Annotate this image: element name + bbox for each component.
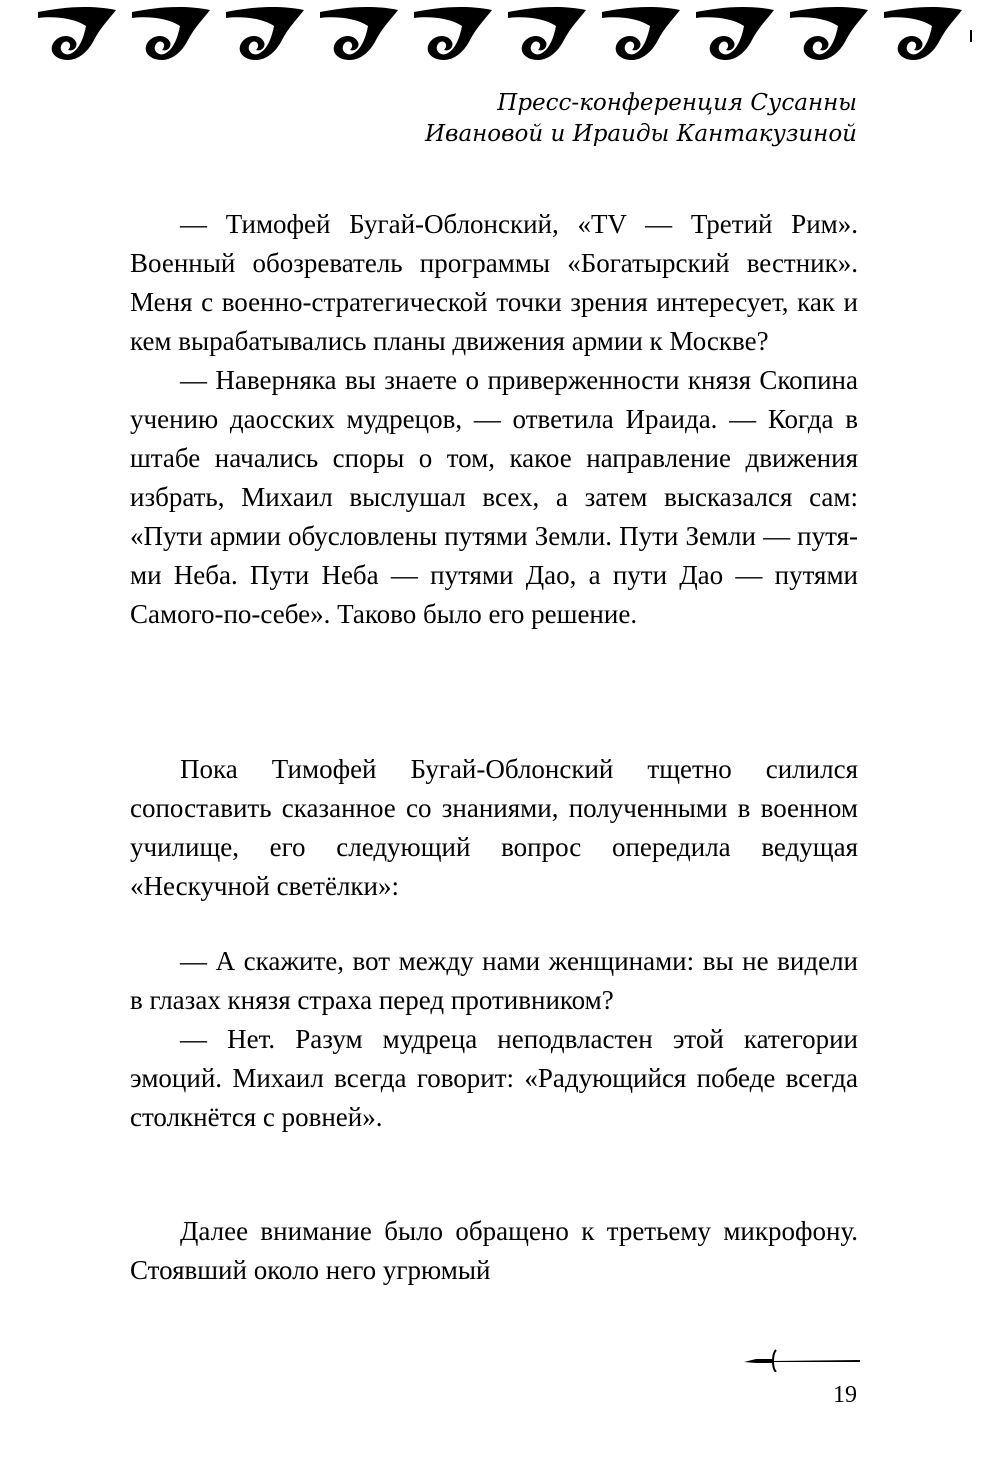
paragraph: Пока Тимофей Бугай-Облонский тщетно силился сопоставить сказанное со знаниями, полученными в военном училище, его следующий вопрос опередила ведущая «Нескучной светёлки»: [130,754,858,901]
paragraph: — А скажите, вот между нами женщинами: вы не видели в глазах князя страха перед противником? [130,946,858,1015]
text-block-dialogue-1 [130,205,858,634]
running-head-line-1: Пресс-конференция Сусанны [497,90,857,116]
running-head-line-2: Ивановой и Ираиды Кантакузиной [425,121,857,147]
text-block-narration-2 [130,1212,858,1290]
top-wave-ornament [30,0,980,62]
sword-ornament-icon [742,1342,862,1372]
paragraph: — Нет. Разум мудреца неподвластен этой категории эмоций. Михаил всегда говорит: «Радующийся победе всегда столкнётся с ровней». [130,1024,858,1132]
text-block-dialogue-2 [130,942,858,1137]
paragraph: Далее внимание было обращено к третьему микрофону. Стоявший около него угрюмый [130,1216,858,1285]
paragraph: — Тимофей Бугай-Облонский, «TV — Третий Рим». Военный обозреватель программы «Богатырский вестник». Меня с военно-стратегической точки зрения интересует, как и кем вырабатывались планы движения армии к Москве? [130,209,858,356]
page-number: 19 [833,1382,857,1408]
text-block-narration-1 [130,750,858,906]
paragraph: — Наверняка вы знаете о приверженности князя Скопина учению даосских мудрецов, — ответила Ираида. — Когда в штабе начались споры о том, какое направление движения избрать, Михаил выслушал всех, а затем высказался сам: «Пути армии обусловлены путями Земли. Пути Земли — путями Неба. Пути Неба — путями Дао, а пути Дао — путями Самого-по-себе». Таково было его решение. [130,365,858,629]
running-head [425,88,857,150]
